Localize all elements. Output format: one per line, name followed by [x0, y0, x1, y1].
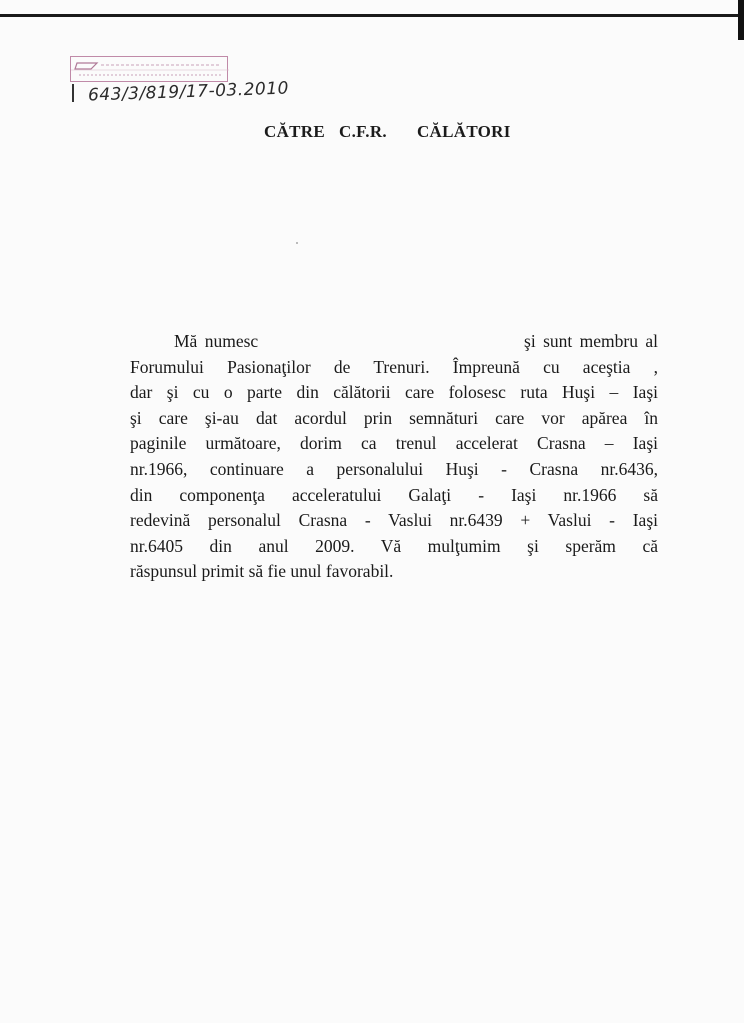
- body-line: nr.6405 din anul 2009. Vă mulţumim şi sperăm că: [130, 535, 658, 556]
- body-line: dar şi cu o parte din călătorii care folosesc ruta Huşi – Iaşi: [130, 382, 658, 403]
- scan-top-edge: [0, 14, 744, 17]
- body-line: răspunsul primit să fie unul favorabil.: [130, 561, 394, 582]
- body-line: Mă numesc şi sunt membru al: [174, 331, 658, 351]
- page-title: [264, 122, 511, 142]
- stamp-left-mark: [72, 84, 74, 102]
- body-line: nr.1966, continuare a personalului Huşi - Crasna nr.6436,: [130, 458, 658, 479]
- letter-body: [130, 329, 658, 585]
- stamp-icon: [71, 57, 229, 83]
- scan-speck: [296, 242, 298, 244]
- body-line: din componenţa acceleratului Galaţi - Iaşi nr.1966 să: [130, 484, 658, 505]
- handwritten-registration-number: 643/3/819/17-03.2010: [87, 78, 290, 106]
- title-part-2: C.F.R.: [339, 122, 387, 141]
- scan-corner-mark: [738, 0, 744, 40]
- body-line: Forumului Pasionaţilor de Trenuri. Împreună cu aceştia ,: [130, 356, 658, 377]
- title-part-3: CĂLĂTORI: [416, 122, 511, 141]
- body-line: şi care şi-au dat acordul prin semnături care vor apărea în: [130, 407, 658, 428]
- body-line: paginile următoare, dorim ca trenul accelerat Crasna – Iaşi: [130, 433, 658, 454]
- title-part-1: CĂTRE: [264, 122, 326, 141]
- body-line: redevină personalul Crasna - Vaslui nr.6439 + Vaslui - Iaşi: [130, 510, 658, 531]
- registration-stamp: [70, 56, 228, 82]
